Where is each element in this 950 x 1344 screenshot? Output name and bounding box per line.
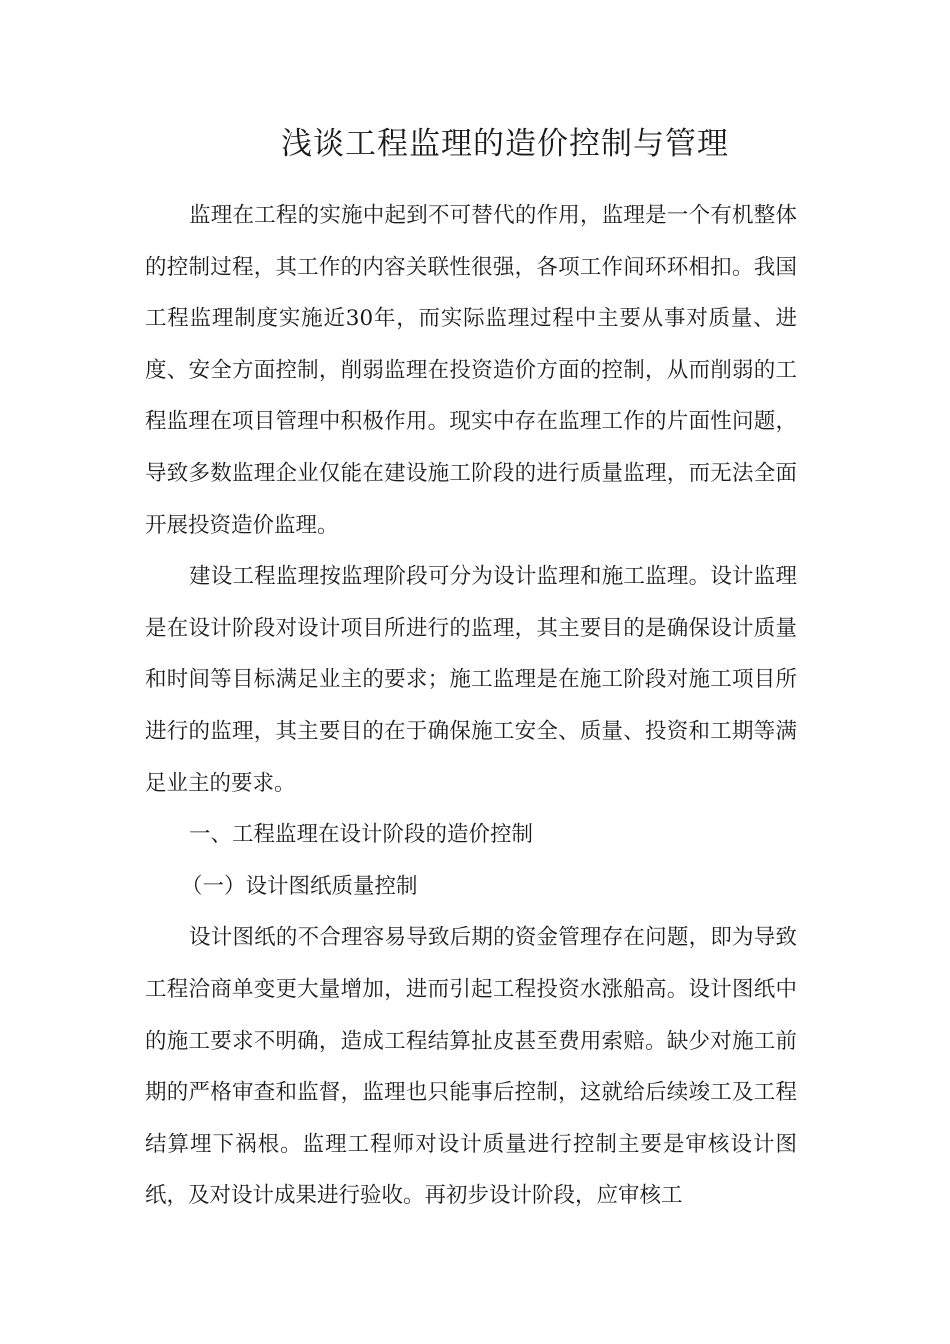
paragraph-supervision-types: 建设工程监理按监理阶段可分为设计监理和施工监理。设计监理是在设计阶段对设计项目所进行的监理，其主要目的是确保设计质量和时间等目标满足业主的要求；施工监理是在施工阶段对施工项目所进行的监理，其主要目的在于确保施工安全、质量、投资和工期等满足业主的要求。 bbox=[145, 564, 797, 796]
document-body bbox=[145, 190, 797, 1222]
paragraph-intro: 监理在工程的实施中起到不可替代的作用，监理是一个有机整体的控制过程，其工作的内容关联性很强，各项工作间环环相扣。我国工程监理制度实施近30年，而实际监理过程中主要从事对质量、进度、安全方面控制，削弱监理在投资造价方面的控制，从而削弱的工程监理在项目管理中积极作用。现实中存在监理工作的片面性问题，导致多数监理企业仅能在建设施工阶段的进行质量监理，而无法全面开展投资造价监理。 bbox=[145, 203, 797, 538]
section-heading: 一、工程监理在设计阶段的造价控制 bbox=[189, 822, 534, 848]
subsection-heading: （一）设计图纸质量控制 bbox=[181, 873, 418, 899]
document-title: 浅谈工程监理的造价控制与管理 bbox=[281, 126, 729, 162]
paragraph-design-drawings: 设计图纸的不合理容易导致后期的资金管理存在问题，即为导致工程洽商单变更大量增加，进而引起工程投资水涨船高。设计图纸中的施工要求不明确，造成工程结算扯皮甚至费用索赔。缺少对施工前期的严格审查和监督，监理也只能事后控制，这就给后续竣工及工程结算埋下祸根。监理工程师对设计质量进行控制主要是审核设计图纸，及对设计成果进行验收。再初步设计阶段，应审核工 bbox=[145, 925, 797, 1209]
